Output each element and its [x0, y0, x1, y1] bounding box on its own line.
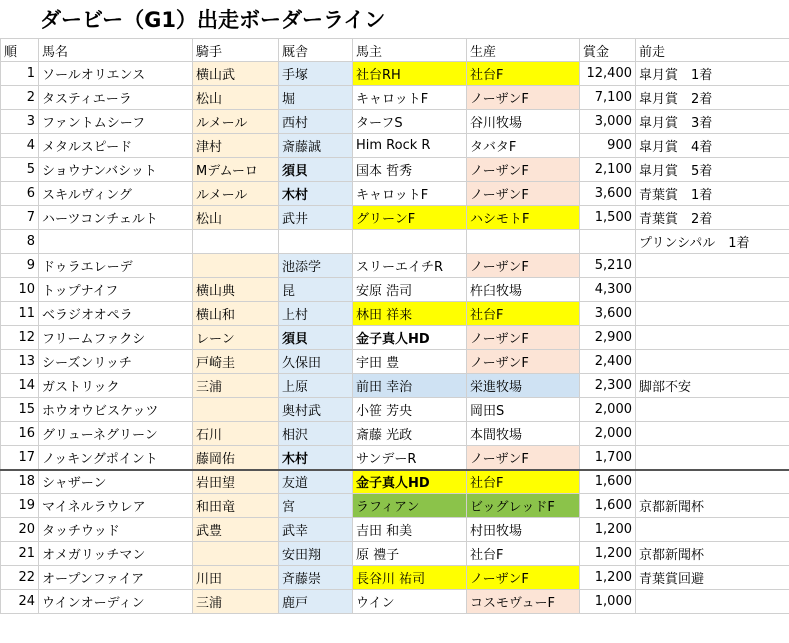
- cell-rank[interactable]: 4: [1, 134, 39, 158]
- cell-prize[interactable]: 1,600: [580, 470, 636, 494]
- cell-horse[interactable]: ウインオーディン: [39, 590, 193, 614]
- cell-stable[interactable]: [279, 230, 353, 254]
- cell-breeder[interactable]: コスモヴューF: [467, 590, 580, 614]
- cell-horse[interactable]: マイネルラウレア: [39, 494, 193, 518]
- table-row: [1, 278, 789, 302]
- table-row: [1, 326, 789, 350]
- cell-owner[interactable]: スリーエイチR: [353, 254, 467, 278]
- cell-stable[interactable]: 池添学: [279, 254, 353, 278]
- cell-horse[interactable]: シャザーン: [39, 470, 193, 494]
- cell-owner[interactable]: 小笹 芳央: [353, 398, 467, 422]
- cell-breeder[interactable]: ノーザンF: [467, 350, 580, 374]
- cell-prize[interactable]: 2,000: [580, 422, 636, 446]
- cell-prize[interactable]: 3,600: [580, 182, 636, 206]
- header-rank[interactable]: 順: [1, 39, 39, 62]
- cell-prize[interactable]: 1,200: [580, 566, 636, 590]
- cell-owner[interactable]: 社台RH: [353, 62, 467, 86]
- table-row: [1, 494, 789, 518]
- header-row: [1, 39, 789, 62]
- table-row: [1, 158, 789, 182]
- cell-horse[interactable]: ハーツコンチェルト: [39, 206, 193, 230]
- table-row: [1, 542, 789, 566]
- cell-prize[interactable]: 3,600: [580, 302, 636, 326]
- cell-owner[interactable]: グリーンF: [353, 206, 467, 230]
- cell-breeder[interactable]: ノーザンF: [467, 254, 580, 278]
- cell-prize[interactable]: 2,100: [580, 158, 636, 182]
- table-row: [1, 110, 789, 134]
- cell-jockey[interactable]: 石川: [193, 422, 279, 446]
- cell-jockey[interactable]: 三浦: [193, 374, 279, 398]
- cell-owner[interactable]: 斎藤 光政: [353, 422, 467, 446]
- cell-horse[interactable]: ソールオリエンス: [39, 62, 193, 86]
- cell-horse[interactable]: タッチウッド: [39, 518, 193, 542]
- table-row: [1, 518, 789, 542]
- header-horse[interactable]: 馬名: [39, 39, 193, 62]
- cell-stable[interactable]: 斎藤誠: [279, 134, 353, 158]
- table-row: [1, 422, 789, 446]
- cell-horse[interactable]: トップナイフ: [39, 278, 193, 302]
- cell-prev-race[interactable]: 皐月賞 3着: [636, 110, 789, 134]
- cell-horse[interactable]: メタルスピード: [39, 134, 193, 158]
- cell-prev-race[interactable]: 京都新聞杯: [636, 494, 789, 518]
- cell-prize[interactable]: 2,900: [580, 326, 636, 350]
- cell-prev-race[interactable]: [636, 278, 789, 302]
- cell-horse[interactable]: ホウオウビスケッツ: [39, 398, 193, 422]
- table-row: [1, 566, 789, 590]
- cell-prize[interactable]: 12,400: [580, 62, 636, 86]
- cell-jockey[interactable]: 横山和: [193, 302, 279, 326]
- cell-breeder[interactable]: ハシモトF: [467, 206, 580, 230]
- cell-breeder[interactable]: 本間牧場: [467, 422, 580, 446]
- cell-horse[interactable]: グリューネグリーン: [39, 422, 193, 446]
- cell-prev-race[interactable]: 青葉賞回避: [636, 566, 789, 590]
- cell-prev-race[interactable]: [636, 326, 789, 350]
- cell-horse[interactable]: オープンファイア: [39, 566, 193, 590]
- cell-jockey[interactable]: [193, 398, 279, 422]
- cell-stable[interactable]: 武幸: [279, 518, 353, 542]
- cell-prev-race[interactable]: 皐月賞 2着: [636, 86, 789, 110]
- table-row: [1, 134, 789, 158]
- table-row: [1, 62, 789, 86]
- cell-prev-race[interactable]: [636, 446, 789, 470]
- sheet-title: ダービー（G1）出走ボーダーライン: [40, 8, 386, 32]
- cell-owner[interactable]: 原 禮子: [353, 542, 467, 566]
- table-row: [1, 398, 789, 422]
- cell-jockey[interactable]: 横山武: [193, 62, 279, 86]
- cell-stable[interactable]: 木村: [279, 182, 353, 206]
- header-jockey[interactable]: 騎手: [193, 39, 279, 62]
- cell-jockey[interactable]: 横山典: [193, 278, 279, 302]
- cell-prev-race[interactable]: [636, 470, 789, 494]
- cell-horse[interactable]: タスティエーラ: [39, 86, 193, 110]
- cell-stable[interactable]: 武井: [279, 206, 353, 230]
- cell-prize[interactable]: 1,600: [580, 494, 636, 518]
- cell-breeder[interactable]: 杵臼牧場: [467, 278, 580, 302]
- cell-stable[interactable]: 手塚: [279, 62, 353, 86]
- cell-rank[interactable]: 9: [1, 254, 39, 278]
- cell-horse[interactable]: ノッキングポイント: [39, 446, 193, 470]
- header-prize[interactable]: 賞金: [580, 39, 636, 62]
- table-row: [1, 374, 789, 398]
- cell-horse[interactable]: オメガリッチマン: [39, 542, 193, 566]
- cell-stable[interactable]: 相沢: [279, 422, 353, 446]
- cell-jockey[interactable]: [193, 254, 279, 278]
- cell-owner[interactable]: 金子真人HD: [353, 326, 467, 350]
- cell-rank[interactable]: 17: [1, 446, 39, 470]
- cell-stable[interactable]: 西村: [279, 110, 353, 134]
- cell-breeder[interactable]: 社台F: [467, 470, 580, 494]
- cell-breeder[interactable]: ノーザンF: [467, 182, 580, 206]
- cell-jockey[interactable]: 三浦: [193, 590, 279, 614]
- cell-prize[interactable]: 1,000: [580, 590, 636, 614]
- cell-horse[interactable]: ショウナンバシット: [39, 158, 193, 182]
- cell-stable[interactable]: 久保田: [279, 350, 353, 374]
- cell-owner[interactable]: 宇田 豊: [353, 350, 467, 374]
- header-stable[interactable]: 厩舎: [279, 39, 353, 62]
- cell-prev-race[interactable]: 青葉賞 2着: [636, 206, 789, 230]
- cell-stable[interactable]: 安田翔: [279, 542, 353, 566]
- table-row: [1, 446, 789, 470]
- cell-rank[interactable]: 2: [1, 86, 39, 110]
- cell-stable[interactable]: 上村: [279, 302, 353, 326]
- cell-rank[interactable]: 20: [1, 518, 39, 542]
- cell-owner[interactable]: キャロットF: [353, 86, 467, 110]
- derby-border-table: [0, 38, 789, 614]
- cell-jockey[interactable]: Mデムーロ: [193, 158, 279, 182]
- cell-owner[interactable]: 長谷川 祐司: [353, 566, 467, 590]
- cell-prize[interactable]: 5,210: [580, 254, 636, 278]
- header-prev-race[interactable]: 前走: [636, 39, 789, 62]
- cell-prev-race[interactable]: [636, 254, 789, 278]
- cell-stable[interactable]: 須貝: [279, 158, 353, 182]
- cell-rank[interactable]: 12: [1, 326, 39, 350]
- cell-jockey[interactable]: 川田: [193, 566, 279, 590]
- cell-prize[interactable]: 1,200: [580, 518, 636, 542]
- cell-stable[interactable]: 宮: [279, 494, 353, 518]
- cell-rank[interactable]: 21: [1, 542, 39, 566]
- cell-prize[interactable]: 900: [580, 134, 636, 158]
- cell-jockey[interactable]: ルメール: [193, 110, 279, 134]
- cell-prize[interactable]: 2,300: [580, 374, 636, 398]
- cell-breeder[interactable]: 岡田S: [467, 398, 580, 422]
- cell-jockey[interactable]: [193, 230, 279, 254]
- table-row: [1, 206, 789, 230]
- cell-stable[interactable]: 友道: [279, 470, 353, 494]
- header-breeder[interactable]: 生産: [467, 39, 580, 62]
- cell-jockey[interactable]: 津村: [193, 134, 279, 158]
- cell-owner[interactable]: 金子真人HD: [353, 470, 467, 494]
- cell-rank[interactable]: 13: [1, 350, 39, 374]
- cell-stable[interactable]: 須貝: [279, 326, 353, 350]
- table-row: [1, 182, 789, 206]
- cell-breeder[interactable]: 村田牧場: [467, 518, 580, 542]
- cell-rank[interactable]: 18: [1, 470, 39, 494]
- table-row: [1, 590, 789, 614]
- cell-jockey[interactable]: 戸崎圭: [193, 350, 279, 374]
- cell-prev-race[interactable]: 皐月賞 4着: [636, 134, 789, 158]
- cell-jockey[interactable]: 松山: [193, 86, 279, 110]
- cell-rank[interactable]: 22: [1, 566, 39, 590]
- cell-jockey[interactable]: 藤岡佑: [193, 446, 279, 470]
- cell-prize[interactable]: 7,100: [580, 86, 636, 110]
- table-row: [1, 350, 789, 374]
- cell-breeder[interactable]: ノーザンF: [467, 566, 580, 590]
- cell-stable[interactable]: 奥村武: [279, 398, 353, 422]
- cell-jockey[interactable]: ルメール: [193, 182, 279, 206]
- cell-breeder[interactable]: ノーザンF: [467, 86, 580, 110]
- cell-jockey[interactable]: 武豊: [193, 518, 279, 542]
- cell-horse[interactable]: ドゥラエレーデ: [39, 254, 193, 278]
- cell-owner[interactable]: Him Rock R: [353, 134, 467, 158]
- cell-stable[interactable]: 斉藤崇: [279, 566, 353, 590]
- cell-prize[interactable]: 4,300: [580, 278, 636, 302]
- cell-breeder[interactable]: タバタF: [467, 134, 580, 158]
- cell-prev-race[interactable]: [636, 350, 789, 374]
- cell-rank[interactable]: 7: [1, 206, 39, 230]
- cell-rank[interactable]: 6: [1, 182, 39, 206]
- cell-horse[interactable]: ベラジオオペラ: [39, 302, 193, 326]
- cell-prize[interactable]: 1,500: [580, 206, 636, 230]
- cell-owner[interactable]: [353, 230, 467, 254]
- table-row: [1, 86, 789, 110]
- cell-breeder[interactable]: ノーザンF: [467, 326, 580, 350]
- cell-breeder[interactable]: ノーザンF: [467, 158, 580, 182]
- cell-horse[interactable]: [39, 230, 193, 254]
- cell-prize[interactable]: 2,400: [580, 350, 636, 374]
- table-row: [1, 302, 789, 326]
- cell-rank[interactable]: 14: [1, 374, 39, 398]
- cell-prev-race[interactable]: 京都新聞杯: [636, 542, 789, 566]
- cell-prev-race[interactable]: [636, 422, 789, 446]
- cell-prev-race[interactable]: 脚部不安: [636, 374, 789, 398]
- cell-breeder[interactable]: ビッグレッドF: [467, 494, 580, 518]
- cell-rank[interactable]: 1: [1, 62, 39, 86]
- cell-breeder[interactable]: 社台F: [467, 302, 580, 326]
- cell-prev-race[interactable]: 青葉賞 1着: [636, 182, 789, 206]
- cell-prev-race[interactable]: 皐月賞 1着: [636, 62, 789, 86]
- cell-owner[interactable]: 林田 祥来: [353, 302, 467, 326]
- cell-rank[interactable]: 10: [1, 278, 39, 302]
- cell-jockey[interactable]: 和田竜: [193, 494, 279, 518]
- cell-horse[interactable]: シーズンリッチ: [39, 350, 193, 374]
- cell-horse[interactable]: ガストリック: [39, 374, 193, 398]
- cell-breeder[interactable]: [467, 230, 580, 254]
- cell-rank[interactable]: 5: [1, 158, 39, 182]
- table-row: [1, 470, 789, 494]
- cell-prize[interactable]: 1,200: [580, 542, 636, 566]
- cell-stable[interactable]: 木村: [279, 446, 353, 470]
- table-row: [1, 254, 789, 278]
- cell-prev-race[interactable]: [636, 302, 789, 326]
- cell-jockey[interactable]: レーン: [193, 326, 279, 350]
- cell-owner[interactable]: ラフィアン: [353, 494, 467, 518]
- cell-horse[interactable]: フリームファクシ: [39, 326, 193, 350]
- cell-rank[interactable]: 19: [1, 494, 39, 518]
- cell-owner[interactable]: ウイン: [353, 590, 467, 614]
- cell-stable[interactable]: 昆: [279, 278, 353, 302]
- cell-breeder[interactable]: 谷川牧場: [467, 110, 580, 134]
- cell-horse[interactable]: ファントムシーフ: [39, 110, 193, 134]
- cell-owner[interactable]: 安原 浩司: [353, 278, 467, 302]
- cell-owner[interactable]: ターフS: [353, 110, 467, 134]
- table-row: [1, 230, 789, 254]
- cell-jockey[interactable]: 松山: [193, 206, 279, 230]
- cell-rank[interactable]: 15: [1, 398, 39, 422]
- cell-owner[interactable]: サンデーR: [353, 446, 467, 470]
- cell-jockey[interactable]: [193, 542, 279, 566]
- cell-stable[interactable]: 堀: [279, 86, 353, 110]
- cell-rank[interactable]: 11: [1, 302, 39, 326]
- cell-prev-race[interactable]: [636, 398, 789, 422]
- cell-stable[interactable]: 鹿戸: [279, 590, 353, 614]
- cell-rank[interactable]: 3: [1, 110, 39, 134]
- cell-prize[interactable]: [580, 230, 636, 254]
- cell-owner[interactable]: キャロットF: [353, 182, 467, 206]
- cell-owner[interactable]: 国本 哲秀: [353, 158, 467, 182]
- cell-horse[interactable]: スキルヴィング: [39, 182, 193, 206]
- cell-breeder[interactable]: ノーザンF: [467, 446, 580, 470]
- cell-rank[interactable]: 24: [1, 590, 39, 614]
- cell-prize[interactable]: 1,700: [580, 446, 636, 470]
- cell-rank[interactable]: 8: [1, 230, 39, 254]
- cell-prize[interactable]: 2,000: [580, 398, 636, 422]
- cell-breeder[interactable]: 社台F: [467, 62, 580, 86]
- cell-prev-race[interactable]: プリンシパル 1着: [636, 230, 789, 254]
- cell-prev-race[interactable]: [636, 590, 789, 614]
- cell-breeder[interactable]: 社台F: [467, 542, 580, 566]
- cell-stable[interactable]: 上原: [279, 374, 353, 398]
- cell-prize[interactable]: 3,000: [580, 110, 636, 134]
- header-owner[interactable]: 馬主: [353, 39, 467, 62]
- cell-jockey[interactable]: 岩田望: [193, 470, 279, 494]
- cell-prev-race[interactable]: [636, 518, 789, 542]
- cell-owner[interactable]: 前田 幸治: [353, 374, 467, 398]
- cell-prev-race[interactable]: 皐月賞 5着: [636, 158, 789, 182]
- cell-owner[interactable]: 吉田 和美: [353, 518, 467, 542]
- cell-rank[interactable]: 16: [1, 422, 39, 446]
- cell-breeder[interactable]: 栄進牧場: [467, 374, 580, 398]
